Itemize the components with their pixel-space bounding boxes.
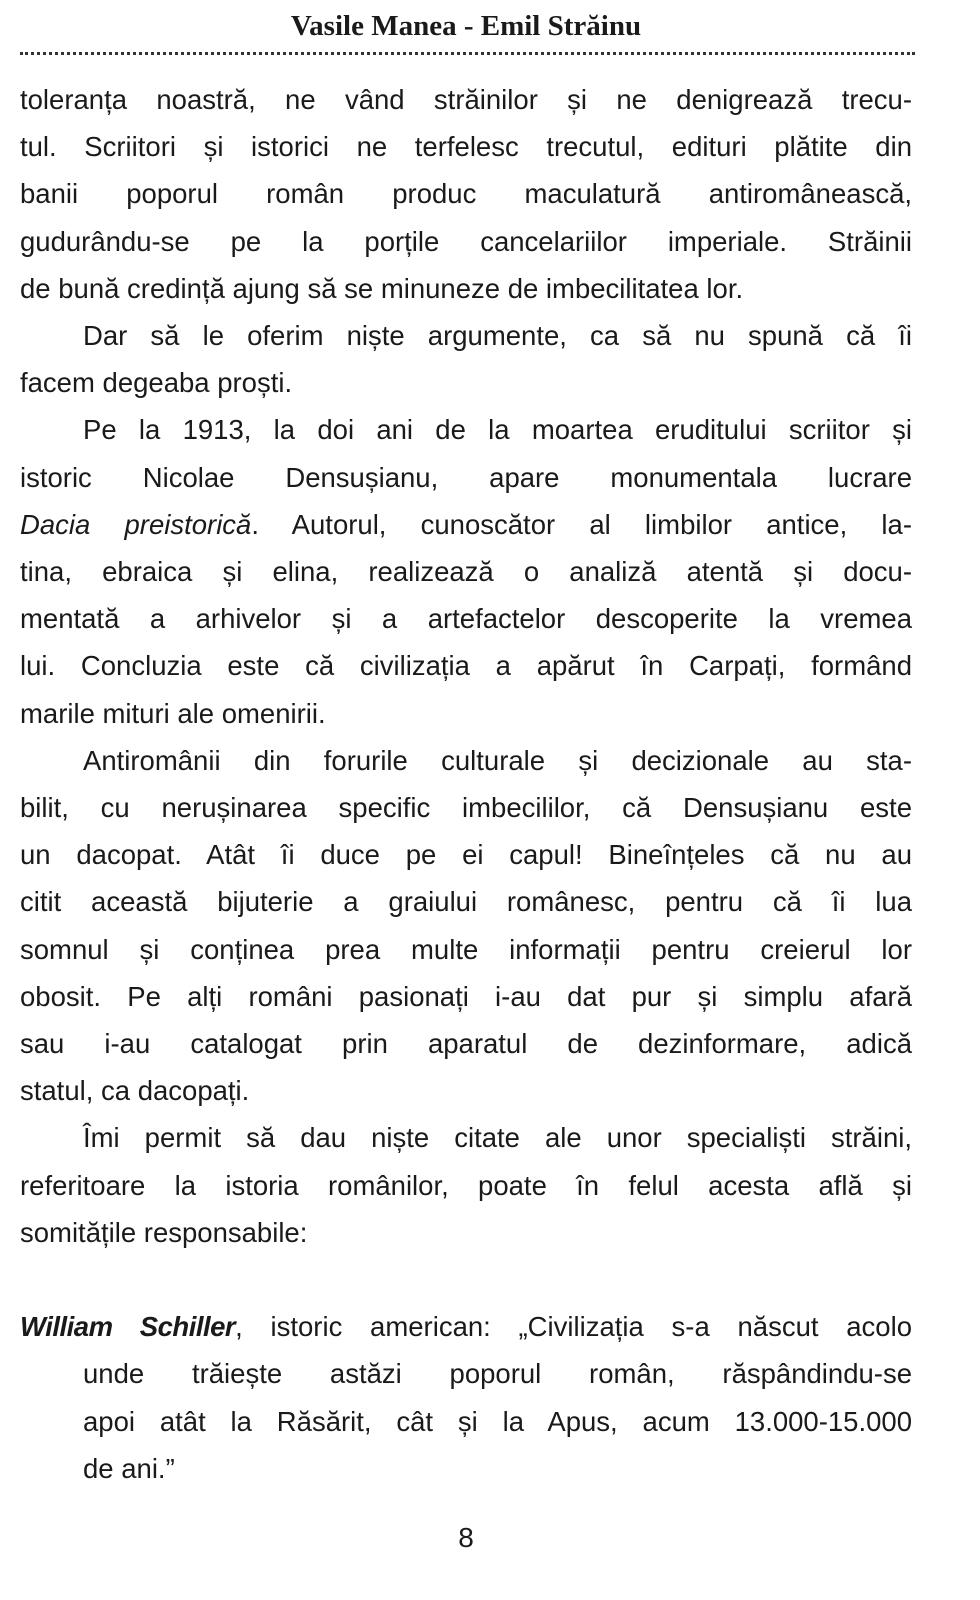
text-segment: istoric Nicolae Densușianu, apare monumentala lucrare <box>20 461 912 493</box>
text-line <box>20 363 912 403</box>
text-line <box>20 788 912 828</box>
text-segment: de bună credință ajung să se minuneze de imbecilitatea lor. <box>20 272 744 304</box>
header-divider <box>20 52 915 55</box>
text-segment: somnul și conținea prea multe informații pentru creierul lor <box>20 933 912 965</box>
text-segment: bilit, cu nerușinarea specific imbecililor, că Densușianu este <box>20 792 912 823</box>
page-number: 8 <box>458 1522 474 1553</box>
text-line <box>20 977 912 1017</box>
text-segment: . Autorul, cunoscător al limbilor antice, la- <box>251 508 912 540</box>
quote-line <box>83 1354 912 1394</box>
running-header: Vasile Manea - Emil Străinu <box>290 10 642 42</box>
text-line <box>83 316 912 356</box>
text-line <box>20 1071 912 1111</box>
text-line <box>20 1213 912 1253</box>
text-line <box>20 882 912 922</box>
text-segment: tina, ebraica și elina, realizează o analiză atentă și docu- <box>20 556 912 587</box>
text-line <box>20 694 912 734</box>
text-line <box>20 552 912 592</box>
text-segment: statul, ca dacopați. <box>20 1075 250 1107</box>
text-segment: lui. Concluzia este că civilizația a apărut în Carpați, formând <box>20 650 912 682</box>
text-segment: mentată a arhivelor și a artefactelor descoperite la vremea <box>20 603 912 635</box>
text-line <box>20 930 912 970</box>
text-line <box>83 1118 912 1158</box>
text-line <box>20 1166 912 1206</box>
text-line <box>20 80 912 120</box>
quote-line <box>83 1449 912 1489</box>
text-segment: un dacopat. Atât îi duce pe ei capul! Bineînțeles că nu au <box>20 839 912 871</box>
text-segment: facem degeaba proști. <box>20 367 293 399</box>
text-line <box>20 458 912 498</box>
text-segment: unde trăiește astăzi poporul român, răspândindu-se <box>83 1358 912 1390</box>
text-segment: Dar să le oferim niște argumente, ca să nu spună că îi <box>83 320 912 351</box>
text-line <box>20 646 912 686</box>
text-line <box>83 741 912 781</box>
text-segment: , istoric american: „Civilizația s-a născut acolo <box>235 1311 912 1343</box>
text-segment: somitățile responsabile: <box>20 1216 308 1248</box>
text-line <box>20 127 912 167</box>
text-line <box>20 835 912 875</box>
text-segment: apoi atât la Răsărit, cât și la Apus, acum 13.000-15.000 <box>83 1405 912 1437</box>
text-segment: referitoare la istoria românilor, poate în felul acesta află și <box>20 1169 912 1201</box>
text-line <box>20 599 912 639</box>
text-line <box>20 505 912 545</box>
text-segment: Pe la 1913, la doi ani de la moartea eruditului scriitor și <box>83 414 912 446</box>
text-segment: gudurându-se pe la porțile cancelariilor imperiale. Străinii <box>20 225 912 257</box>
text-segment: de ani.” <box>83 1452 175 1484</box>
text-segment: toleranța noastră, ne vând străinilor și ne denigrează trecu- <box>20 84 912 115</box>
author-name: William Schiller <box>20 1311 236 1343</box>
text-segment: citit această bijuterie a graiului românesc, pentru că îi lua <box>20 886 912 918</box>
book-title: Dacia preistorică <box>20 508 252 540</box>
text-segment: obosit. Pe alți români pasionați i-au dat pur și simplu afară <box>20 980 912 1012</box>
text-line <box>83 410 912 450</box>
text-line <box>20 174 912 214</box>
text-segment: Antiromânii din forurile culturale și decizionale au sta- <box>83 744 912 776</box>
text-line <box>20 1024 912 1064</box>
text-segment: marile mituri ale omenirii. <box>20 697 326 729</box>
quote-line <box>20 1307 912 1347</box>
text-segment: tul. Scriitori și istorici ne terfelesc trecutul, edituri plătite din <box>20 131 912 163</box>
text-segment: Îmi permit să dau niște citate ale unor specialiști străini, <box>83 1122 912 1154</box>
text-segment: sau i-au catalogat prin aparatul de dezinformare, adică <box>20 1028 912 1059</box>
text-segment: banii poporul român produc maculatură antiromânească, <box>20 178 912 210</box>
text-line <box>20 222 912 262</box>
quote-line <box>83 1402 912 1442</box>
text-line <box>20 269 912 309</box>
